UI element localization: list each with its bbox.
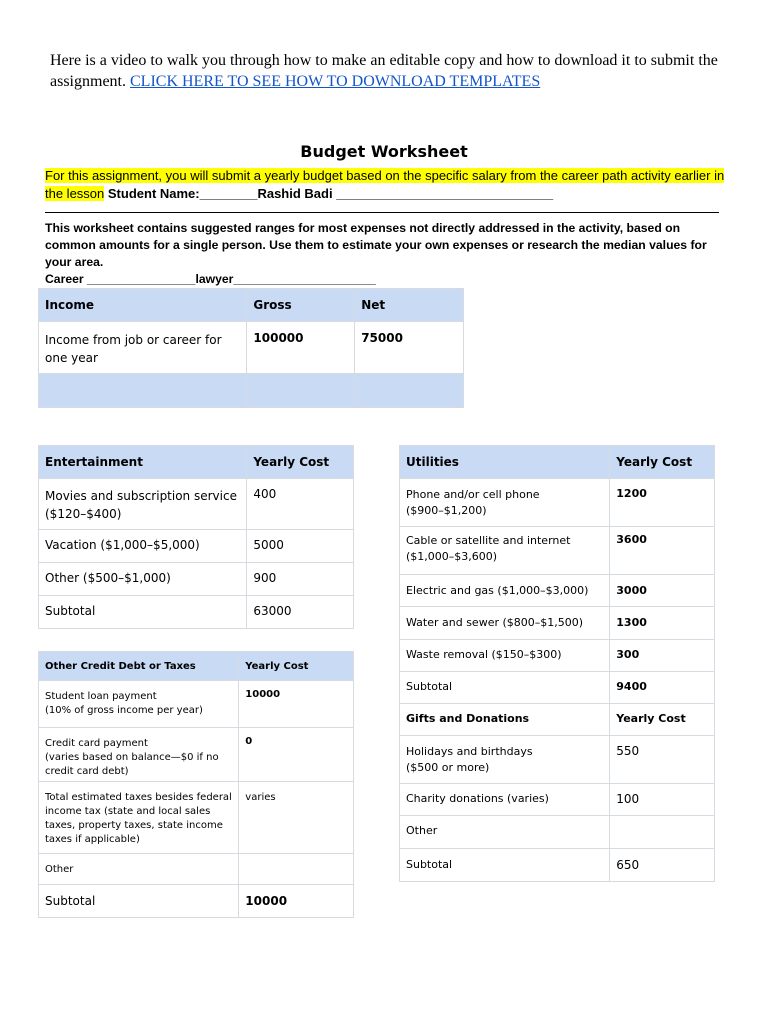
intro-text: Here is a video to walk you through how to make an editable copy and how to download it to submit the assignment.	[50, 52, 718, 90]
entertainment-item: Vacation ($1,000–$5,000)	[39, 530, 247, 563]
empty-cell	[247, 374, 355, 408]
yearly-cost-header: Yearly Cost	[247, 446, 354, 479]
credit-debt-table	[38, 651, 354, 918]
utility-item: Water and sewer ($800–$1,500)	[400, 607, 610, 640]
gift-item: Other	[400, 816, 610, 849]
utility-cost: 3600	[610, 527, 715, 575]
credit-subtotal-label: Subtotal	[39, 885, 239, 918]
utility-item: Waste removal ($150–$300)	[400, 640, 610, 672]
gifts-subtotal-value: 650	[610, 849, 715, 882]
utilities-subtotal-value: 9400	[610, 672, 715, 704]
gift-item: Holidays and birthdays ($500 or more)	[400, 736, 610, 784]
income-label: Income from job or career for one year	[39, 322, 247, 374]
credit-cost: 10000	[239, 681, 354, 728]
credit-subtotal-value: 10000	[239, 885, 354, 918]
worksheet-description	[45, 220, 725, 288]
entertainment-cost: 5000	[247, 530, 354, 563]
entertainment-item: Other ($500–$1,000)	[39, 563, 247, 596]
yearly-cost-header: Yearly Cost	[239, 652, 354, 681]
income-table	[38, 288, 464, 408]
gifts-subtotal-label: Subtotal	[400, 849, 610, 882]
income-header: Income	[39, 289, 247, 322]
divider	[45, 212, 719, 213]
utility-cost: 1200	[610, 479, 715, 527]
utility-item: Electric and gas ($1,000–$3,000)	[400, 575, 610, 607]
utility-cost: 3000	[610, 575, 715, 607]
entertainment-header: Entertainment	[39, 446, 247, 479]
utility-cost: 1300	[610, 607, 715, 640]
gifts-yearly-cost-header: Yearly Cost	[610, 704, 715, 736]
student-name-field: Student Name:________Rashid Badi ______________________________	[107, 186, 554, 201]
credit-cost: varies	[239, 782, 354, 854]
gift-cost: 550	[610, 736, 715, 784]
credit-item: Total estimated taxes besides federal income tax (state and local sales taxes, property taxes, state income taxes if applicable)	[39, 782, 239, 854]
entertainment-cost: 900	[247, 563, 354, 596]
utilities-table	[399, 445, 715, 882]
empty-cell	[39, 374, 247, 408]
credit-cost: 0	[239, 728, 354, 782]
credit-cost	[239, 854, 354, 885]
credit-header: Other Credit Debt or Taxes	[39, 652, 239, 681]
yearly-cost-header: Yearly Cost	[610, 446, 715, 479]
net-header: Net	[355, 289, 464, 322]
gift-cost: 100	[610, 784, 715, 816]
gifts-header: Gifts and Donations	[400, 704, 610, 736]
entertainment-subtotal-value: 63000	[247, 596, 354, 629]
entertainment-cost: 400	[247, 479, 354, 530]
gift-item: Charity donations (varies)	[400, 784, 610, 816]
credit-item: Credit card payment (varies based on balance—$0 if no credit card debt)	[39, 728, 239, 782]
entertainment-table	[38, 445, 354, 629]
assignment-highlight: For this assignment, you will submit a yearly budget based on the specific salary from the career path activity earlier in the lesson	[45, 168, 725, 201]
gross-value: 100000	[247, 322, 355, 374]
entertainment-item: Movies and subscription service ($120–$400)	[39, 479, 247, 530]
utility-cost: 300	[610, 640, 715, 672]
gross-header: Gross	[247, 289, 355, 322]
empty-cell	[355, 374, 464, 408]
download-templates-link[interactable]: CLICK HERE TO SEE HOW TO DOWNLOAD TEMPLATES	[130, 73, 541, 90]
gift-cost	[610, 816, 715, 849]
utilities-subtotal-label: Subtotal	[400, 672, 610, 704]
page-title: Budget Worksheet	[300, 142, 468, 161]
assignment-line	[45, 167, 725, 203]
utility-item: Cable or satellite and internet ($1,000–$3,600)	[400, 527, 610, 575]
credit-item: Student loan payment (10% of gross income per year)	[39, 681, 239, 728]
utilities-header: Utilities	[400, 446, 610, 479]
utility-item: Phone and/or cell phone ($900–$1,200)	[400, 479, 610, 527]
entertainment-subtotal-label: Subtotal	[39, 596, 247, 629]
net-value: 75000	[355, 322, 464, 374]
career-field: Career ________________lawyer_____________________	[45, 272, 376, 286]
description-text: This worksheet contains suggested ranges for most expenses not directly addressed in the activity, based on common amounts for a single person. Use them to estimate your own expenses or research the median values for your area.	[45, 221, 707, 269]
intro-paragraph	[50, 50, 730, 92]
credit-item: Other	[39, 854, 239, 885]
